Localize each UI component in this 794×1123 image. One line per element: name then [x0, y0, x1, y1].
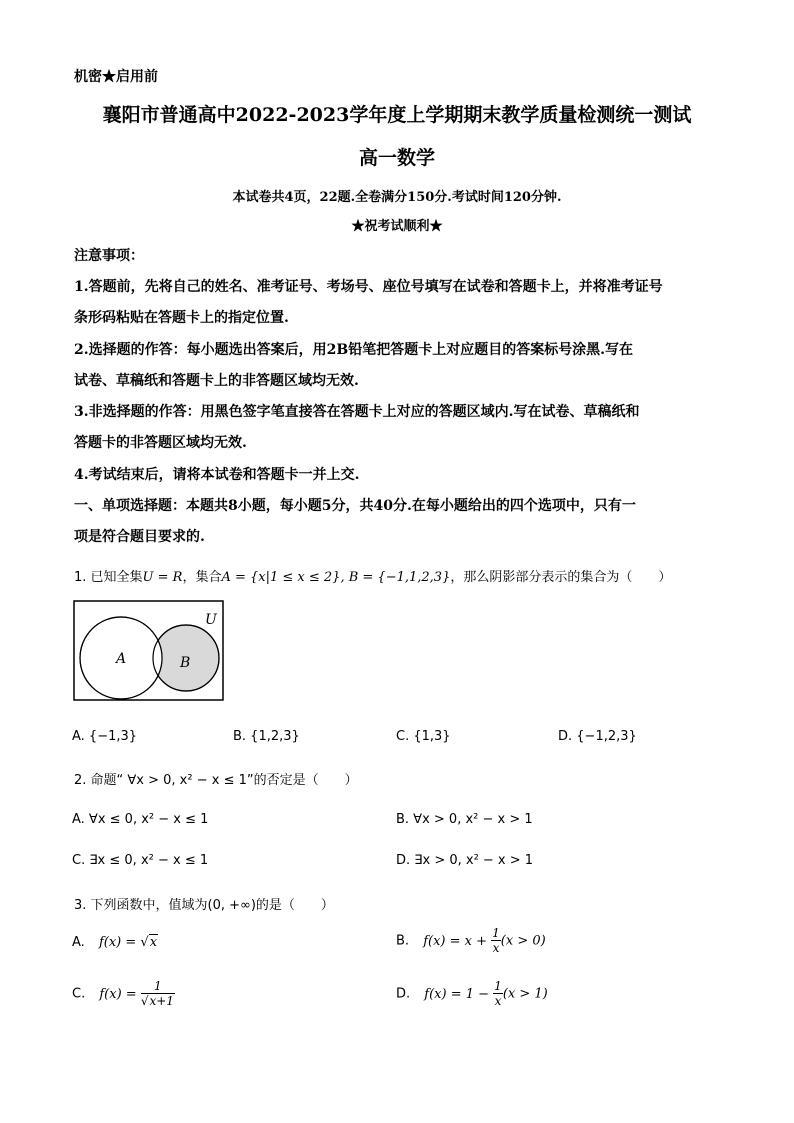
confidential-label: 机密★启用前: [74, 69, 158, 85]
q2-option-a[interactable]: A. ∀x ≤ 0, x² − x ≤ 1: [72, 812, 209, 827]
q1-option-b[interactable]: B. {1,2,3}: [233, 729, 300, 744]
question-1-stem: 1. 已知全集U = R，集合A = {x|1 ≤ x ≤ 2}, B = {−1,1,2,3}，那么阴影部分表示的集合为（ ）: [74, 570, 672, 585]
note-line: 条形码粘贴在答题卡上的指定位置.: [74, 310, 289, 326]
q1-option-a[interactable]: A. {−1,3}: [72, 729, 138, 744]
note-line: 4.考试结束后，请将本试卷和答题卡一并上交.: [74, 467, 360, 483]
q2-option-c[interactable]: C. ∃x ≤ 0, x² − x ≤ 1: [72, 853, 209, 868]
note-line: 2.选择题的作答：每小题选出答案后，用2B铅笔把答题卡上对应题目的答案标号涂黑.写在: [74, 342, 634, 358]
question-3-stem: 3. 下列函数中，值域为(0, +∞)的是（ ）: [74, 898, 334, 913]
q3-option-a[interactable]: A. f(x) = √x: [72, 935, 158, 950]
venn-label-u: U: [205, 612, 217, 628]
note-line: 试卷、草稿纸和答题卡上的非答题区域均无效.: [74, 373, 359, 389]
q2-option-d[interactable]: D. ∃x > 0, x² − x > 1: [396, 853, 534, 868]
q2-option-b[interactable]: B. ∀x > 0, x² − x > 1: [396, 812, 533, 827]
note-line: 3.非选择题的作答：用黑色签字笔直接答在答题卡上对应的答题区域内.写在试卷、草稿纸和: [74, 404, 640, 420]
venn-diagram: [73, 600, 225, 702]
section-heading-cont: 项是符合题目要求的.: [74, 529, 205, 545]
q1-option-c[interactable]: C. {1,3}: [396, 729, 451, 744]
notes-heading: 注意事项：: [74, 248, 144, 264]
good-luck: ★祝考试顺利★: [351, 219, 443, 234]
q3-option-d[interactable]: D. f(x) = 1 − $\frac{1}{x}$ (x > 1): [396, 979, 548, 1008]
note-line: 答题卡的非答题区域均无效.: [74, 435, 247, 451]
question-2-stem: 2. 命题“ ∀x > 0, x² − x ≤ 1”的否定是（ ）: [74, 773, 358, 788]
exam-info: 本试卷共4页，22题.全卷满分150分.考试时间120分钟.: [232, 190, 562, 205]
exam-title: 襄阳市普通高中2022-2023学年度上学期期末教学质量检测统一测试: [102, 104, 692, 126]
q1-option-d[interactable]: D. {−1,2,3}: [558, 729, 637, 744]
subject-title: 高一数学: [358, 147, 435, 169]
venn-label-b: B: [180, 655, 191, 671]
note-line: 1.答题前，先将自己的姓名、准考证号、考场号、座位号填写在试卷和答题卡上，并将准考证号: [74, 279, 663, 295]
venn-label-a: A: [116, 651, 127, 667]
q3-option-b[interactable]: B. f(x) = x + $\frac{1}{x}$ (x > 0): [396, 926, 546, 955]
section-heading: 一、单项选择题：本题共8小题，每小题5分，共40分.在每小题给出的四个选项中，只有一: [74, 498, 636, 514]
q3-option-c[interactable]: C. f(x) = $\frac{1}{√x+1}$: [72, 979, 174, 1008]
